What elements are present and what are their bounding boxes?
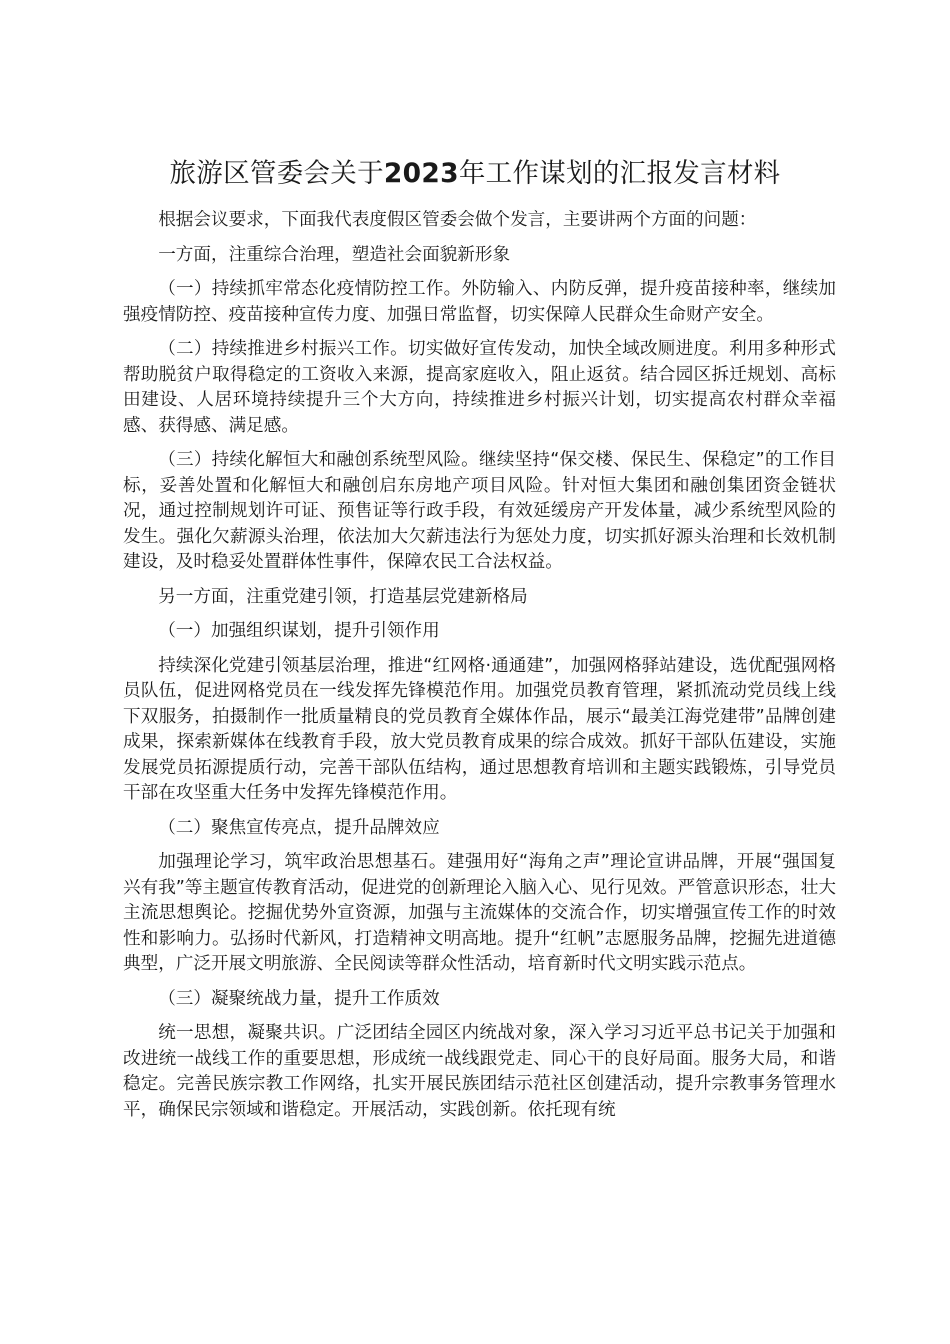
subheading-2-1: （一）加强组织谋划，提升引领作用 [158, 621, 440, 641]
paragraph-2-1: 持续深化党建引领基层治理，推进“红网格·通通建”，加强网格驿站建设，选优配强网格员队伍，促进网格党员在一线发挥先锋模范作用。加强党员教育管理，紧抓流动党员线上线下双服务，拍摄制作一批质量精良的党员教育全媒体作品，展示“最美江海党建带”品牌创建成果，探索新媒体在线教育手段，放大党员教育成果的综合成效。抓好干部队伍建设，实施发展党员拓源提质行动，完善干部队伍结构，通过思想教育培训和主题实践锻炼，引导党员干部在攻坚重大任务中发挥先锋模范作用。 [123, 655, 836, 803]
title-prefix: 旅游区管委会关于 [169, 158, 384, 189]
section-heading-1: 一方面，注重综合治理，塑造社会面貌新形象 [158, 244, 511, 265]
subheading-2-2: （二）聚焦宣传亮点，提升品牌效应 [158, 817, 440, 838]
paragraph-2-3: 统一思想，凝聚共识。广泛团结全园区内统战对象，深入学习习近平总书记关于加强和改进统一战线工作的重要思想，形成统一战线跟党走、同心干的良好局面。服务大局，和谐稳定。完善民族宗教工作网络，扎实开展民族团结示范社区创建活动，提升宗教事务管理水平，确保民宗领域和谐稳定。开展活动，实践创新。依托现有统 [123, 1023, 836, 1120]
document-title [0, 154, 950, 194]
title-year: 2023 [383, 158, 459, 189]
subheading-2-3: （三）凝聚统战力量，提升工作质效 [158, 988, 440, 1009]
paragraph-1-3: （三）持续化解恒大和融创系统型风险。继续坚持“保交楼、保民生、保稳定”的工作目标，妥善处置和化解恒大和融创启东房地产项目风险。针对恒大集团和融创集团资金链状况，通过控制规划许可证、预售证等行政手段，有效延缓房产开发体量，减少系统型风险的发生。强化欠薪源头治理，依法加大欠薪违法行为惩处力度，切实抓好源头治理和长效机制建设，及时稳妥处置群体性事件，保障农民工合法权益。 [123, 450, 836, 572]
paragraph-2-2: 加强理论学习，筑牢政治思想基石。建强用好“海角之声”理论宣讲品牌，开展“强国复兴有我”等主题宣传教育活动，促进党的创新理论入脑入心、见行见效。严管意识形态，壮大主流思想舆论。挖掘优势外宣资源，加强与主流媒体的交流合作，切实增强宣传工作的时效性和影响力。弘扬时代新风，打造精神文明高地。提升“红帆”志愿服务品牌，挖掘先进道德典型，广泛开展文明旅游、全民阅读等群众性活动，培育新时代文明实践示范点。 [123, 852, 836, 974]
paragraph-1-1: （一）持续抓牢常态化疫情防控工作。外防输入、内防反弹，提升疫苗接种率，继续加强疫情防控、疫苗接种宣传力度、加强日常监督，切实保障人民群众生命财产安全。 [123, 279, 836, 325]
section-heading-2: 另一方面，注重党建引领，打造基层党建新格局 [158, 586, 528, 607]
title-suffix: 年工作谋划的汇报发言材料 [458, 158, 781, 189]
document-body [123, 208, 836, 1132]
intro-paragraph: 根据会议要求，下面我代表度假区管委会做个发言，主要讲两个方面的问题： [158, 210, 757, 230]
paragraph-1-2: （二）持续推进乡村振兴工作。切实做好宣传发动，加快全域改厕进度。利用多种形式帮助脱贫户取得稳定的工资收入来源，提高家庭收入，阻止返贫。结合园区拆迁规划、高标田建设、人居环境持续提升三个大方向，持续推进乡村振兴计划，切实提高农村群众幸福感、获得感、满足感。 [123, 339, 836, 436]
